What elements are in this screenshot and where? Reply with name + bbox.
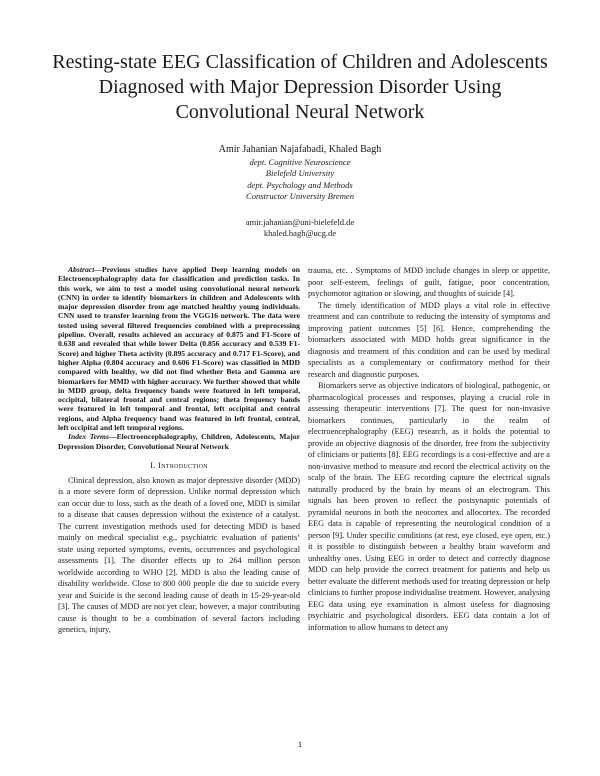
author-email: amir.jahanian@uni-bielefeld.de — [245, 216, 355, 227]
body-paragraph: Clinical depression, also known as major depressive disorder (MDD) is a more severe form of depression. Unlike normal depression which can occur due to loss, such as the death of a loved one, MDD is similar to a disease that causes depression without the existence of a catalyst. The current investigation methods used for detecting MDD is based mainly on medical specialist e.g., psychiatric evaluation of patients’ state using reported symptoms, events, occurrences and psychological assessments [1]. The disorder effects up to 264 million person worldwide according to WHO [2]. MDD is also the leading cause of disability worldwide. Close to 800 000 people die due to suicide every year and Suicide is the second leading cause of death in 15-29-year-old [3]. The causes of MDD are not yet clear, however, a major contributing cause is thought to be a combination of several factors including genetics, injury, — [58, 475, 300, 635]
affiliation-line: Constructor University Bremen — [245, 191, 355, 202]
index-terms-label: Index Terms — [68, 432, 109, 442]
abstract — [58, 265, 300, 432]
index-terms-text: —Electroencephalography, Children, Adolescents, Major Depression Disorder, Convolutional Neural Network — [58, 432, 300, 451]
author-names: Amir Jahanian Najafabadi, Khaled Bagh — [218, 144, 382, 155]
author-email: khaled.bagh@ucg.de — [263, 228, 337, 239]
affiliation-line: dept. Psychology and Methods — [247, 179, 353, 190]
abstract-text: —Previous studies have applied Deep learning models on Electroencephalography data for classification and prediction tasks. In this work, we aim to test a model using convolutional neural network (CNN) in order to identify biomarkers in children and Adolescents with major depression disorder from age matched healthy young individuals. CNN used to transfer learning from the VGG16 network. The data were tested using several filtered frequencies combined with a preprocessing pipeline. Overall, results achieved an accuracy of 0.875 and F1-Score of 0.638 and revealed that while lower Delta (0.856 accuracy and 0.539 F1-Score) and higher Theta activity (0.895 accuracy and 0.717 F1-Score), and higher Alpha (0.804 accuracy and 0.606 F1-Score) was classified in MDD compared with healthy, we did not find whether Beta and Gamma are biomarkers for MMD with higher accuracy. We further showed that while in MDD group, delta frequency bands were featured in left temporal, occipital, bilateral frontal and central regions; theta frequency bands were featured in left temporal and frontal, left occipital and central regions, and Alpha frequency band was featured in left frontal, central, left occipital and left temporal regions. — [58, 265, 300, 433]
body-paragraph: trauma, etc. . Symptoms of MDD include changes in sleep or appetite, poor self-esteem, feelings of guilt, fatigue, poor concentration, psychomotor agitation or slowing, and thoughts of suicide [4]. — [308, 266, 550, 298]
body-paragraph: Biomarkers serve as objective indicators of biological, pathogenic, or pharmacological processes and responses, playing a crucial role in assessing therapeutic interventions [7]. The quest for non-invasive biomarkers continues, particularly in the realm of electroencephalography (EEG) research, as it holds the potential to provide an objective diagnosis of the disorder, free from the subjectivity of clinicians or patients [8]. EEG recordings is a cost-effective and are a non-invasive method to measure and record the electrical activity on the scalp of the brain. The EEG recording capture the electrical signals naturally produced by the brain by means of an electrogram. This signals has been proven to reflect the postsynaptic potentials of pyramidal neurons in both the neocortex and allocortex. The recorded EEG data is capable of representing the neurological condition of a person [9]. Under specific conditions (at rest, eye closed, eye open, etc.) it is possible to distinguish between a healthy brain waveform and unhealthy ones. Using EEG in order to detect and correctly diagnose MDD can help provide the correct treatment for patients and help us better evaluate the different methods used for treating depression or help clinicians to further propose individualise treatment. However, analysing EEG data using eye examination is almost useless for diagnosing psychiatric and psychological disorders. EEG data contain a lot of information to allow humans to detect any — [308, 381, 550, 632]
index-terms — [58, 432, 300, 451]
affiliation-line: Bielefeld University — [265, 168, 335, 179]
author-block — [150, 143, 450, 239]
section-heading: I. Introduction — [150, 459, 208, 470]
abstract-label: Abstract — [68, 265, 95, 274]
right-column — [308, 265, 550, 633]
paper-title: Resting-state EEG Classification of Children and Adolescents Diagnosed with Major Depression Disorder Using Convolutional Neural Network — [52, 51, 548, 123]
affiliation-line: dept. Cognitive Neuroscience — [249, 157, 351, 167]
page-number: 1 — [297, 739, 303, 749]
left-column — [58, 265, 300, 636]
body-paragraph: The timely identification of MDD plays a vital role in effective treatment and can contribute to reducing the intensity of symptoms and improving patient outcomes [5] [6]. Hence, comprehending the biomarkers associated with MDD holds great significance in the diagnosis and treatment of this condition and can be used by medical specialists as a complementary or confirmatory method for their research and diagnostic purposes. — [308, 300, 550, 379]
